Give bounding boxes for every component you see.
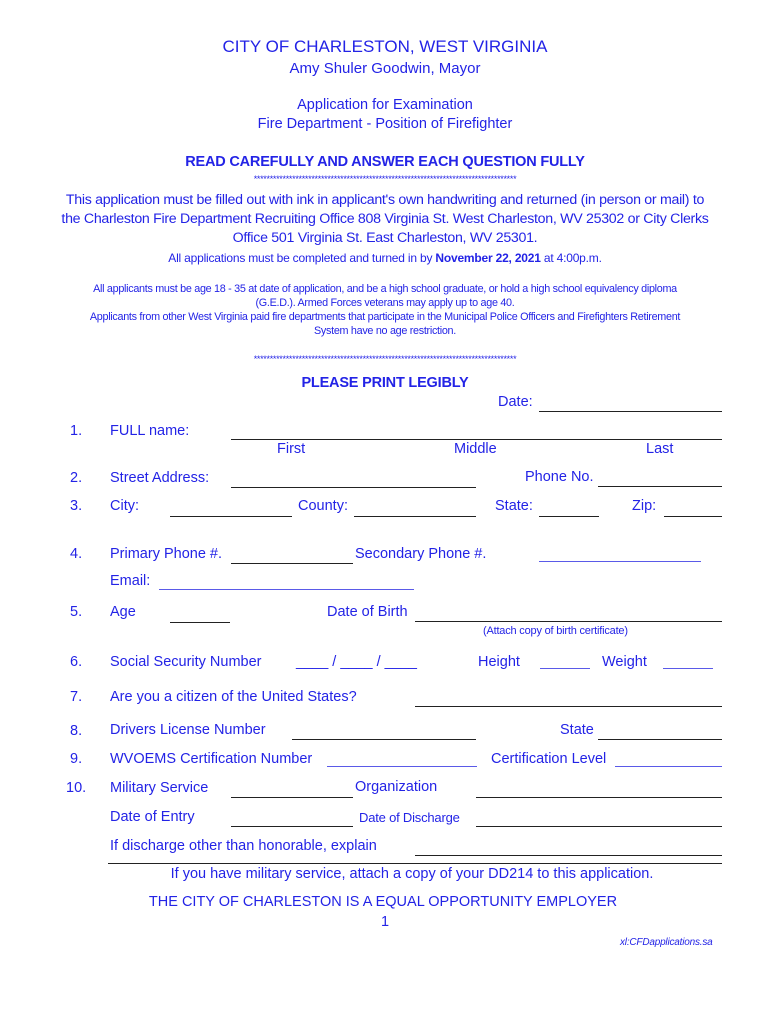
weight-field[interactable] [663, 668, 713, 669]
state-field[interactable] [539, 516, 599, 517]
middle-name-caption: Middle [454, 441, 497, 457]
wvoems-cert-label: WVOEMS Certification Number [110, 751, 313, 767]
date-of-entry-label: Date of Entry [110, 809, 195, 825]
question-number-4: 4. [70, 546, 83, 562]
email-field[interactable] [159, 589, 414, 590]
secondary-phone-field[interactable] [539, 561, 701, 562]
application-title: Application for Examination [297, 97, 473, 113]
page-number: 1 [380, 914, 390, 930]
height-label: Height [478, 654, 520, 670]
full-name-label: FULL name: [110, 423, 190, 439]
divider-stars: ********************************************************************************** [253, 174, 517, 184]
age-requirement-line3: Applicants from other West Virginia paid fire departments that participate in the Municipal Police Officers and Firefighters Retirement [89, 311, 681, 323]
print-legibly-heading: PLEASE PRINT LEGIBLY [301, 375, 469, 391]
age-requirement-line1: All applicants must be age 18 - 35 at date of application, and be a high school graduate, or hold a high school equivalency diploma [93, 283, 677, 295]
question-number-1: 1. [70, 423, 83, 439]
discharge-explain-field-line2[interactable] [108, 863, 722, 864]
zip-label: Zip: [632, 498, 657, 514]
position-title: Fire Department - Position of Firefighter [257, 116, 513, 132]
email-label: Email: [110, 573, 151, 589]
citizen-answer-field[interactable] [415, 706, 722, 707]
question-number-10: 10. [66, 780, 87, 796]
date-of-discharge-label: Date of Discharge [359, 810, 460, 825]
primary-phone-label: Primary Phone #. [110, 546, 223, 562]
drivers-license-field[interactable] [292, 739, 476, 740]
zip-field[interactable] [664, 516, 722, 517]
primary-phone-field[interactable] [231, 563, 353, 564]
street-address-label: Street Address: [110, 470, 210, 486]
date-field[interactable] [539, 411, 722, 412]
age-requirement-line4: System have no age restriction. [314, 325, 456, 337]
cert-level-label: Certification Level [491, 751, 607, 767]
city-label: City: [110, 498, 139, 514]
height-field[interactable] [540, 668, 590, 669]
secondary-phone-label: Secondary Phone #. [355, 546, 487, 562]
date-of-discharge-field[interactable] [476, 826, 722, 827]
question-number-5: 5. [70, 604, 83, 620]
cert-level-field[interactable] [615, 766, 722, 767]
city-title: CITY OF CHARLESTON, WEST VIRGINIA [222, 37, 548, 56]
phone-no-field[interactable] [598, 486, 722, 487]
instructions-heading: READ CAREFULLY AND ANSWER EACH QUESTION FULLY [185, 154, 585, 170]
license-state-label: State [560, 722, 594, 738]
mayor-name: Amy Shuler Goodwin, Mayor [289, 60, 481, 77]
instructions-paragraph-line2: the Charleston Fire Department Recruiting Office 808 Virginia St. West Charleston, WV 25302 or City Clerks [61, 211, 709, 227]
street-address-field[interactable] [231, 487, 476, 488]
citizen-question-label: Are you a citizen of the United States? [110, 689, 357, 705]
age-requirement-line2: (G.E.D.). Armed Forces veterans may apply up to age 40. [255, 297, 515, 309]
instructions-paragraph-line1: This application must be filled out with ink in applicant's own handwriting and returned (in person or mail) to [65, 192, 705, 208]
county-field[interactable] [354, 516, 476, 517]
ssn-field[interactable]: ____ / ____ / ____ [296, 654, 417, 670]
date-of-entry-field[interactable] [231, 826, 353, 827]
question-number-7: 7. [70, 689, 83, 705]
first-name-caption: First [277, 441, 306, 457]
phone-no-label: Phone No. [525, 469, 594, 485]
deadline-notice [0, 252, 770, 264]
deadline-suffix: at 4:00p.m. [540, 251, 602, 265]
county-label: County: [298, 498, 348, 514]
date-of-birth-label: Date of Birth [327, 604, 408, 620]
divider-stars-2: ********************************************************************************** [253, 354, 517, 364]
discharge-explain-label: If discharge other than honorable, explain [110, 838, 377, 854]
question-number-2: 2. [70, 470, 83, 486]
age-field[interactable] [170, 622, 230, 623]
full-name-field[interactable] [231, 439, 722, 440]
deadline-date: November 22, 2021 [435, 251, 541, 265]
ssn-label: Social Security Number [110, 654, 262, 670]
instructions-paragraph-line3: Office 501 Virginia St. East Charleston, WV 25301. [232, 230, 538, 246]
question-number-6: 6. [70, 654, 83, 670]
weight-label: Weight [602, 654, 647, 670]
license-state-field[interactable] [598, 739, 722, 740]
equal-opportunity-statement: THE CITY OF CHARLESTON IS A EQUAL OPPORTUNITY EMPLOYER [148, 894, 618, 910]
date-label: Date: [498, 394, 533, 410]
age-label: Age [110, 604, 136, 620]
state-label: State: [495, 498, 533, 514]
date-of-birth-field[interactable] [415, 621, 722, 622]
discharge-explain-field[interactable] [415, 855, 722, 856]
organization-label: Organization [355, 779, 438, 795]
city-field[interactable] [170, 516, 292, 517]
dd214-notice: If you have military service, attach a copy of your DD214 to this application. [170, 866, 654, 882]
organization-field[interactable] [476, 797, 722, 798]
wvoems-cert-field[interactable] [327, 766, 477, 767]
deadline-prefix: All applications must be completed and turned in by [168, 251, 436, 265]
question-number-9: 9. [70, 751, 83, 767]
military-service-label: Military Service [110, 780, 209, 796]
last-name-caption: Last [646, 441, 674, 457]
drivers-license-label: Drivers License Number [110, 722, 266, 738]
file-reference: xl:CFDapplications.sa [620, 937, 713, 948]
question-number-8: 8. [70, 723, 83, 739]
birth-certificate-note: (Attach copy of birth certificate) [483, 625, 628, 637]
military-service-field[interactable] [231, 797, 353, 798]
question-number-3: 3. [70, 498, 83, 514]
